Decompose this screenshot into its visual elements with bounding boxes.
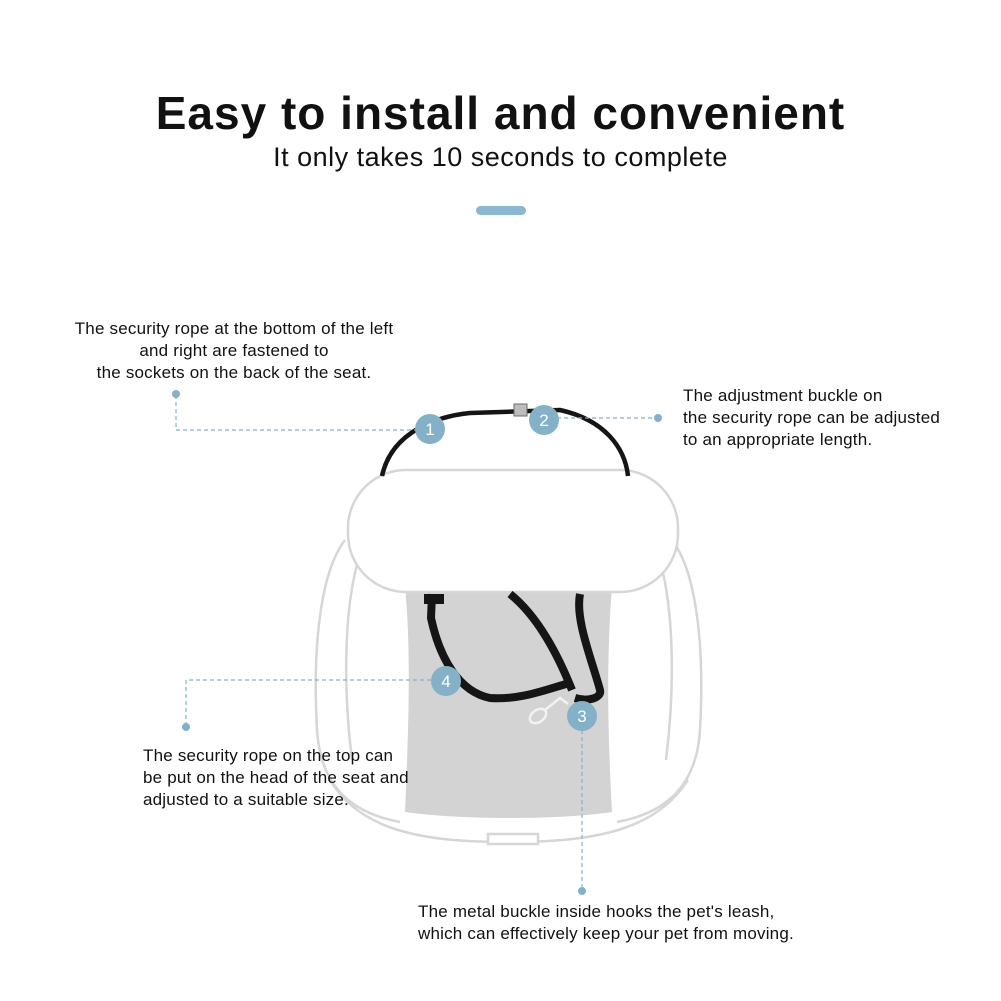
callout-4-line-3: adjusted to a suitable size. <box>143 790 349 809</box>
marker-2-number: 2 <box>539 411 549 430</box>
marker-3 <box>567 701 597 731</box>
marker-1-number: 1 <box>425 420 435 439</box>
callout-3-text <box>418 901 858 945</box>
strap-clip-top <box>424 594 444 604</box>
callout-2-line-2: the security rope can be adjusted <box>683 408 941 427</box>
leader-line-1 <box>176 395 417 430</box>
leader-dot-4 <box>182 723 190 731</box>
marker-1 <box>415 414 445 444</box>
leader-dot-3 <box>578 887 586 895</box>
callout-1-line-2: and right are fastened to <box>139 341 329 360</box>
marker-4-number: 4 <box>441 672 451 691</box>
callout-4-line-1: The security rope on the top can <box>143 746 394 765</box>
callout-1-text <box>44 318 424 384</box>
marker-2 <box>529 405 559 435</box>
callout-2-line-1: The adjustment buckle on <box>683 386 883 405</box>
callout-2-line-3: to an appropriate length. <box>683 430 873 449</box>
callout-3-line-2: which can effectively keep your pet from moving. <box>418 924 794 943</box>
marker-4 <box>431 666 461 696</box>
seat-bottom-tab <box>488 834 538 844</box>
callout-4-line-2: be put on the head of the seat and <box>143 768 409 787</box>
seat-inner-left <box>346 555 360 760</box>
page-title: Easy to install and convenient <box>155 87 846 139</box>
callout-3-line-1: The metal buckle inside hooks the pet's leash, <box>418 902 775 921</box>
seat-inner-right <box>658 555 672 760</box>
marker-3-number: 3 <box>577 707 587 726</box>
leader-dot-1 <box>172 390 180 398</box>
callout-2-text <box>683 385 993 451</box>
callout-1-line-1: The security rope at the bottom of the left <box>74 319 394 338</box>
leader-dot-2 <box>654 414 662 422</box>
page-subtitle: It only takes 10 seconds to complete <box>273 142 728 172</box>
callout-1-line-3: the sockets on the back of the seat. <box>96 363 372 382</box>
callout-4-text <box>143 745 473 811</box>
headrest-cushion <box>348 470 678 592</box>
leader-line-4 <box>186 680 432 726</box>
adjustment-buckle <box>514 404 527 416</box>
